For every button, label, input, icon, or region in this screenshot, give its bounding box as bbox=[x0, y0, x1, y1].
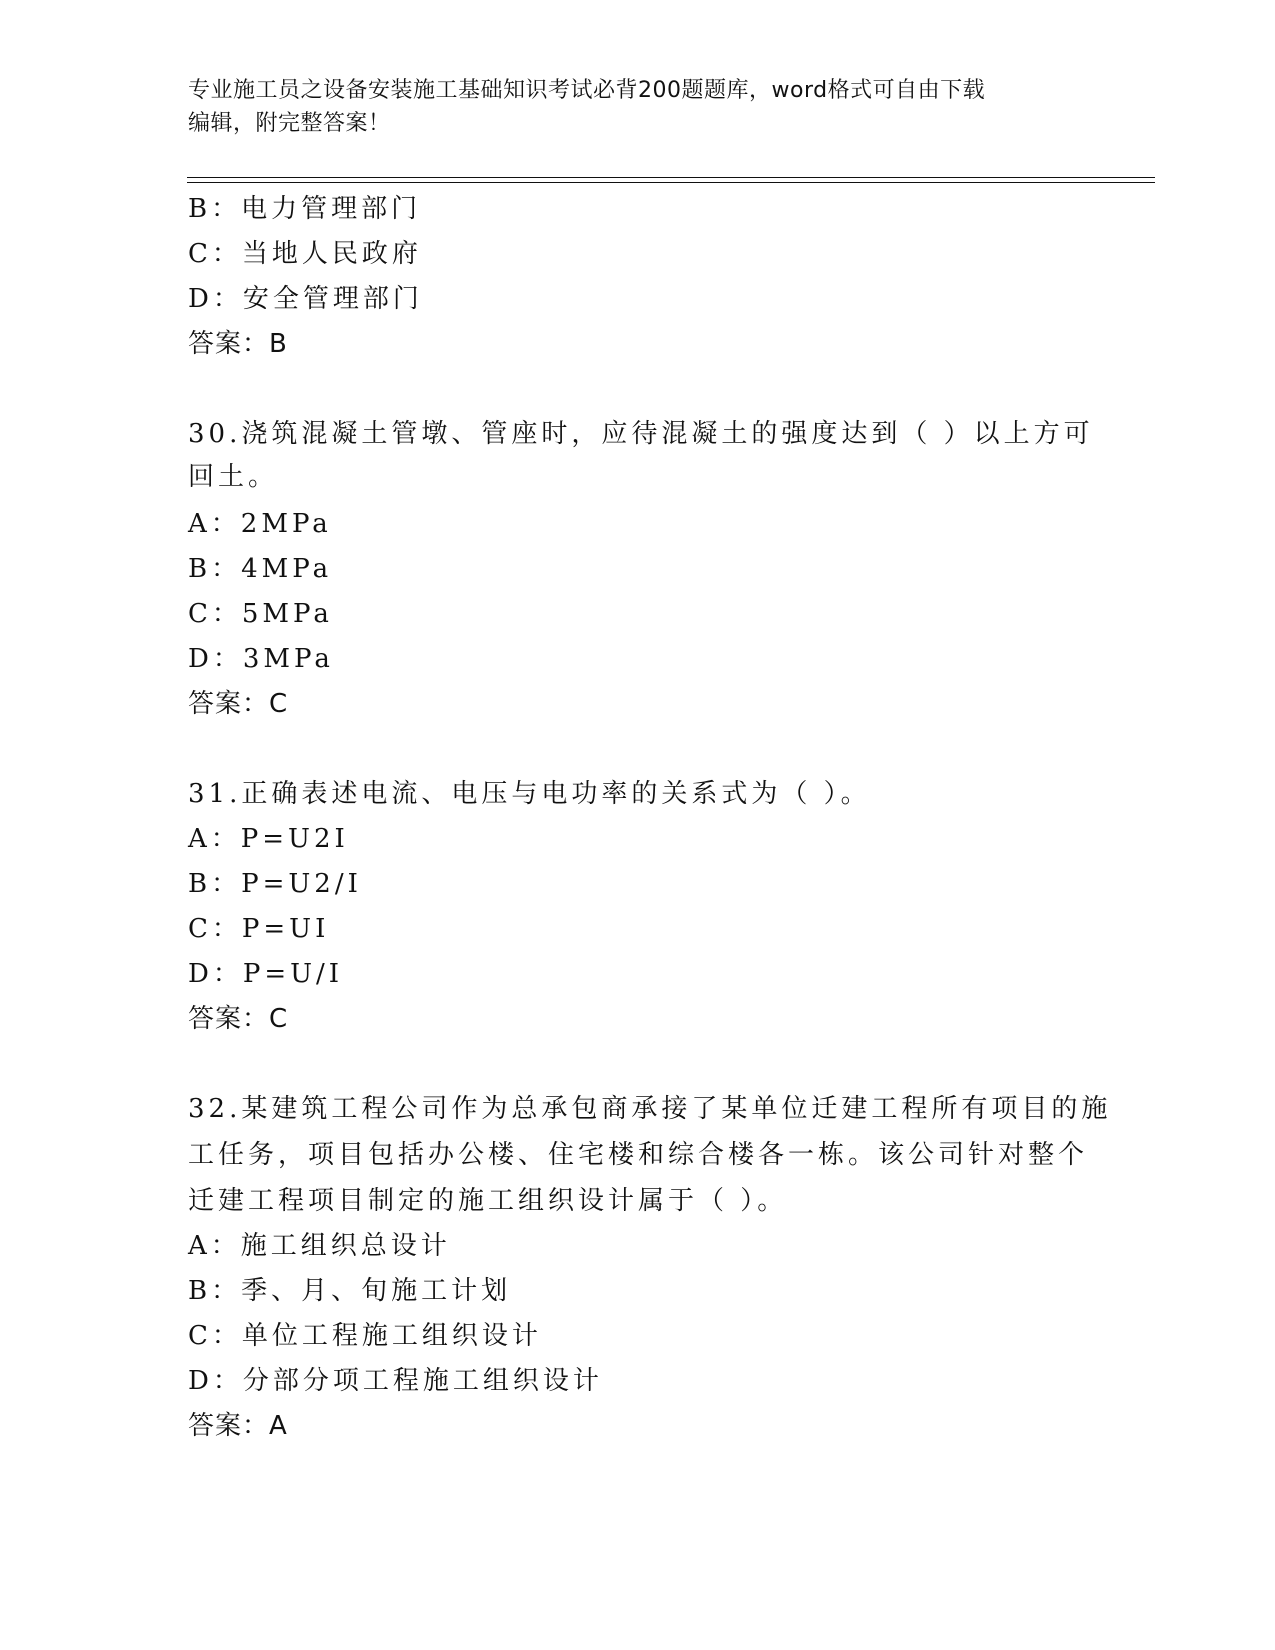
q31-option-a: A：P=U2I bbox=[188, 824, 349, 854]
q32-stem-line-3: 迁建工程项目制定的施工组织设计属于（ ）。 bbox=[188, 1186, 788, 1216]
q32-stem-line-2: 工任务，项目包括办公楼、住宅楼和综合楼各一栋。该公司针对整个 bbox=[188, 1140, 1089, 1170]
q29-option-d: D：安全管理部门 bbox=[188, 284, 423, 314]
q29-option-b: B：电力管理部门 bbox=[188, 194, 422, 224]
q32-option-a: A：施工组织总设计 bbox=[188, 1231, 451, 1261]
document-header bbox=[188, 74, 1088, 140]
q29-option-c: C：当地人民政府 bbox=[188, 239, 422, 269]
q31-answer: 答案：C bbox=[188, 1004, 289, 1034]
q31-option-d: D：P=U/I bbox=[188, 959, 344, 989]
q31-option-b: B：P=U2/I bbox=[188, 869, 362, 899]
q32-option-d: D：分部分项工程施工组织设计 bbox=[188, 1366, 603, 1396]
header-line-1: 专业施工员之设备安装施工基础知识考试必背200题题库，word格式可自由下载 bbox=[188, 78, 986, 103]
q32-answer: 答案：A bbox=[188, 1411, 288, 1441]
q30-stem-line-2: 回土。 bbox=[188, 462, 279, 492]
q32-option-b: B：季、月、旬施工计划 bbox=[188, 1276, 512, 1306]
q30-option-c: C：5MPa bbox=[188, 599, 333, 629]
q31-stem-line-1: 31.正确表述电流、电压与电功率的关系式为（ ）。 bbox=[188, 779, 871, 809]
q30-answer: 答案：C bbox=[188, 689, 289, 719]
q29-answer: 答案：B bbox=[188, 329, 288, 359]
q32-option-c: C：单位工程施工组织设计 bbox=[188, 1321, 542, 1351]
q30-option-b: B：4MPa bbox=[188, 554, 333, 584]
header-line-2: 编辑，附完整答案！ bbox=[188, 111, 391, 136]
q30-option-a: A：2MPa bbox=[188, 509, 332, 539]
header-divider-bottom bbox=[187, 182, 1155, 183]
q31-option-c: C：P=UI bbox=[188, 914, 330, 944]
q32-stem-line-1: 32.某建筑工程公司作为总承包商承接了某单位迁建工程所有项目的施 bbox=[188, 1094, 1112, 1124]
header-divider-top bbox=[187, 177, 1155, 178]
q30-option-d: D：3MPa bbox=[188, 644, 334, 674]
q30-stem-line-1: 30.浇筑混凝土管墩、管座时，应待混凝土的强度达到（ ）以上方可 bbox=[188, 419, 1094, 449]
